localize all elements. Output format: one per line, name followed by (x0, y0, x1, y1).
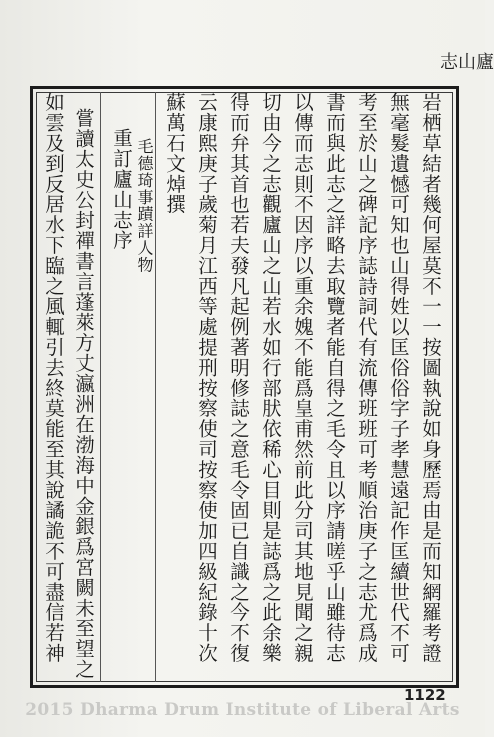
text-column: 切由今之志觀廬山之山若水如行部肰依稀心目則是誌爲之此余樂 (259, 92, 282, 664)
text-column: 嘗讀太史公封禪書言蓬萊方丈瀛洲在渤海中金銀爲宮闕未至望之 (72, 108, 95, 680)
column-rule (155, 92, 156, 682)
text-column: 以傳而志則不因序以重余媿不能爲皇甫然前此分司其地見聞之親 (291, 92, 314, 664)
text-column: 岩栖草結者幾何屋莫不一一按圖執說如身歷焉由是而知網羅考證 (419, 92, 442, 664)
text-column: 無毫髮遺憾可知也山得姓以匡俗俗字子孝慧遠記作匡續世代不可 (387, 92, 410, 664)
running-head: 廬山志 (437, 52, 494, 70)
text-column: 考至於山之碑記序誌詩詞代有流傳班班可考順治庚子之志尤爲成 (355, 92, 378, 664)
watermark: 2015 Dharma Drum Institute of Liberal Arts (25, 700, 460, 720)
section-title: 重訂廬山志序 (110, 128, 133, 251)
author-note: 毛德琦事蹟詳人物 (135, 138, 154, 274)
author-signature: 蘇萬石文焯撰 (163, 92, 186, 215)
page-number: 1122 (404, 686, 446, 704)
text-column: 書而與此志之詳略去取覽者能自得之毛令且以序請嗟乎山雖待志 (323, 92, 346, 664)
column-rule (100, 92, 101, 682)
text-column: 如雲及到反居水下臨之風輒引去終莫能至其說譎詭不可盡信若神 (42, 92, 65, 664)
text-column: 云康熙庚子歲菊月江西等處提刑按察使司按察使加四級紀錄十次 (195, 92, 218, 664)
page-header (0, 0, 494, 86)
text-column: 得而弁其首也若夫發凡起例著明修誌之意毛令固已自識之今不復 (227, 92, 250, 664)
